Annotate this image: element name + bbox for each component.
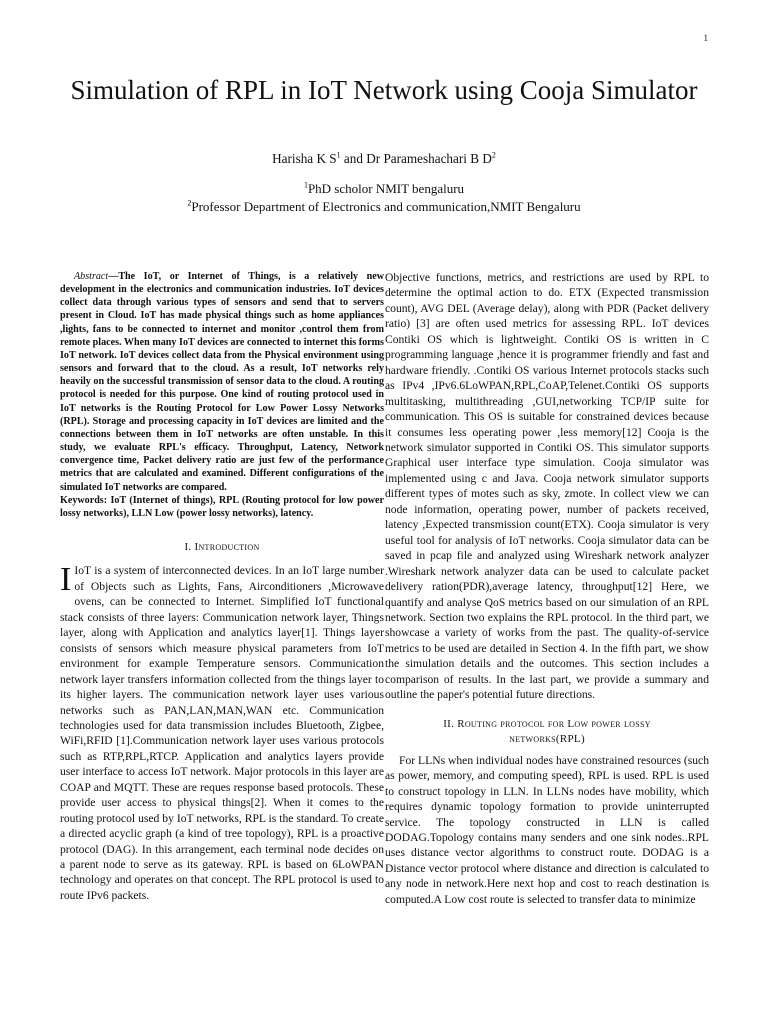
author-2: Dr Parameshachari B D (366, 151, 492, 166)
section-1-body-text: IoT is a system of interconnected devices. In an IoT large number of Objects such as Lights, Fans, Airconditioners ,Microwave ovens, can be connected to Internet. Simplified IoT functional stack consists of three layers: Communication network layer, Things layer, along with Application and analytics layer[1]. Things layer consists of sensors which measure physical parameters from IoT environment for example Temperature sensors. Communication network layer transfers information collected from the things layer to its higher layers. The communication network layer uses various networks such as PAN,LAN,MAN,WAN etc. Communication technologies used for data transmission includes Bluetooth, Zigbee, WiFi,RFID [1].Communication network layer uses various protocols such as RTP,RPL,RTCP. Application and analytics layers provide user interface to access IoT network. Major protocols in this layer are COAP and MQTT. These are reques response based protocols. These provide user access to physical things[2]. When it comes to the routing protocol used by IoT networks, RPL is the standard. To create a directed acyclic graph (a kind of tree topology), RPL is a proactive protocol (DAG). In this arrangement, each terminal node decides on a parent node to serve as its gateway. RPL is based on 6LoWPAN technology and operates on that concept. The RPL protocol is used to route IPv6 packets. (60, 564, 384, 902)
affiliation-2-text: Professor Department of Electronics and communication,NMIT Bengaluru (191, 199, 581, 214)
paper-title: Simulation of RPL in IoT Network using Cooja Simulator (70, 75, 698, 105)
section-2-heading-line-2: networks(RPL) (509, 732, 585, 745)
author-conjunction: and (340, 151, 367, 166)
right-column (385, 270, 709, 907)
page-number: 1 (703, 33, 708, 43)
affiliation-2 (50, 198, 718, 216)
section-1-body (60, 563, 384, 903)
author-line (50, 150, 718, 167)
abstract (60, 270, 384, 494)
author-2-superscript: 2 (491, 150, 496, 160)
section-2-heading (385, 717, 709, 747)
abstract-text: —The IoT, or Internet of Things, is a relatively new development in the electronics and communication industries. IoT devices collect data through various types of sensors and send that to servers present in Cloud. IoT has made physical things such as home appliances ,lights, fans to be connected to internet and monitor ,control them from remote places. When many IoT devices are connected to internet this forms IoT network. IoT devices collect data from the Physical environment using sensors and forward that to the cloud. As a result, IoT networks rely heavily on the successful transmission of sensor data to the cloud. A routing protocol is needed for this purpose. One kind of routing protocol used in IoT networks is the Routing Protocol for Low Power Lossy Networks (RPL). Storage and processing capacity in IoT devices are limited and the connections between them in IoT networks are often unstable. In this study, we evaluate RPL's efficacy. Throughput, Latency, Network convergence time, Packet delivery ratio are just few of the performance metrics that are calculated and examined. Different configurations of the simulated IoT networks are compared. (60, 271, 384, 493)
abstract-label: Abstract (74, 271, 109, 282)
keywords: Keywords: IoT (Internet of things), RPL (Routing protocol for low power lossy networks), LLN Low (power lossy networks), latency. (60, 494, 384, 519)
drop-cap: I (60, 561, 72, 599)
section-2-heading-line-1: II. Routing protocol for Low power lossy (443, 717, 651, 730)
affiliation-1 (50, 180, 718, 198)
affiliation-2-superscript: 2 (187, 198, 192, 208)
section-1-heading: I. Introduction (184, 540, 260, 553)
author-1-superscript: 1 (336, 150, 341, 160)
affiliations (50, 180, 718, 216)
left-column (60, 270, 384, 903)
section-2-body: For LLNs when individual nodes have constrained resources (such as power, memory, and computing speed), RPL is used. RPL is used to construct topology in LLN. In LLNs nodes have mobility, which requires dynamic topology formation to provide uninterrupted service. The topology constructed in LLN is called DODAG.Topology contains many senders and one sink nodes..RPL uses distance vector algorithms to construct route. DODAG is a Distance vector protocol where distance and direction is calculated to any node in network.Here next hop and cost to reach destination is computed.A Low cost route is selected to transfer data to minimize (385, 753, 709, 906)
affiliation-1-superscript: 1 (303, 180, 308, 190)
author-1: Harisha K S (272, 151, 337, 166)
affiliation-1-text: PhD scholor NMIT bengaluru (307, 181, 465, 196)
section-1-continued: Objective functions, metrics, and restrictions are used by RPL to determine the optimal action to do. ETX (Expected transmission count), AVG DEL (Average delay), along with PDR (Packet delivery ratio) [3] are often used metrics for assessing RPL. IoT devices Contiki OS which is lightweight. Contiki OS is written in C programming language ,hence it is programmer friendly and fast and hardware friendly. .Contiki OS various Internet protocols stacks such as IPv4 ,IPv6.6LoWPAN,RPL,CoAP,Telenet.Contiki OS supports multitasking, multithreading ,GUI,networking TCP/IP suite for communication. This OS is suitable for constrained devices because it consumes less operating power ,less memory[12] Cooja is the network simulator supported in Contiki OS. This simulator supports Graphical user interface type simulation. Cooja simulator was implemented using c and Java. Cooja network simulator supports different types of motes such as sky, zmote. In collect view we can node information, operating power, number of packets received, latency ,Expected transmission count(ETX). Cooja simulator is very useful tool for analysis of IoT networks. Cooja simulator data can be saved in pcap file and analyzed using Wireshark network analyzer .Wireshark network analyzer data can be used to calculate packet delivery ration(PDR),average latency, throughput[12] Here, we quantify and analyse QoS metrics based on our simulation of an RPL network. Section two explains the RPL protocol. In the third part, we showcase a variety of works from the past. The quality-of-service metrics to be used are detailed in Section 4. In the fifth part, we show the simulation details and the outcomes. This section includes a comparison of results. In the last part, we provide a summary and outline the paper's potential future directions. (385, 271, 709, 702)
